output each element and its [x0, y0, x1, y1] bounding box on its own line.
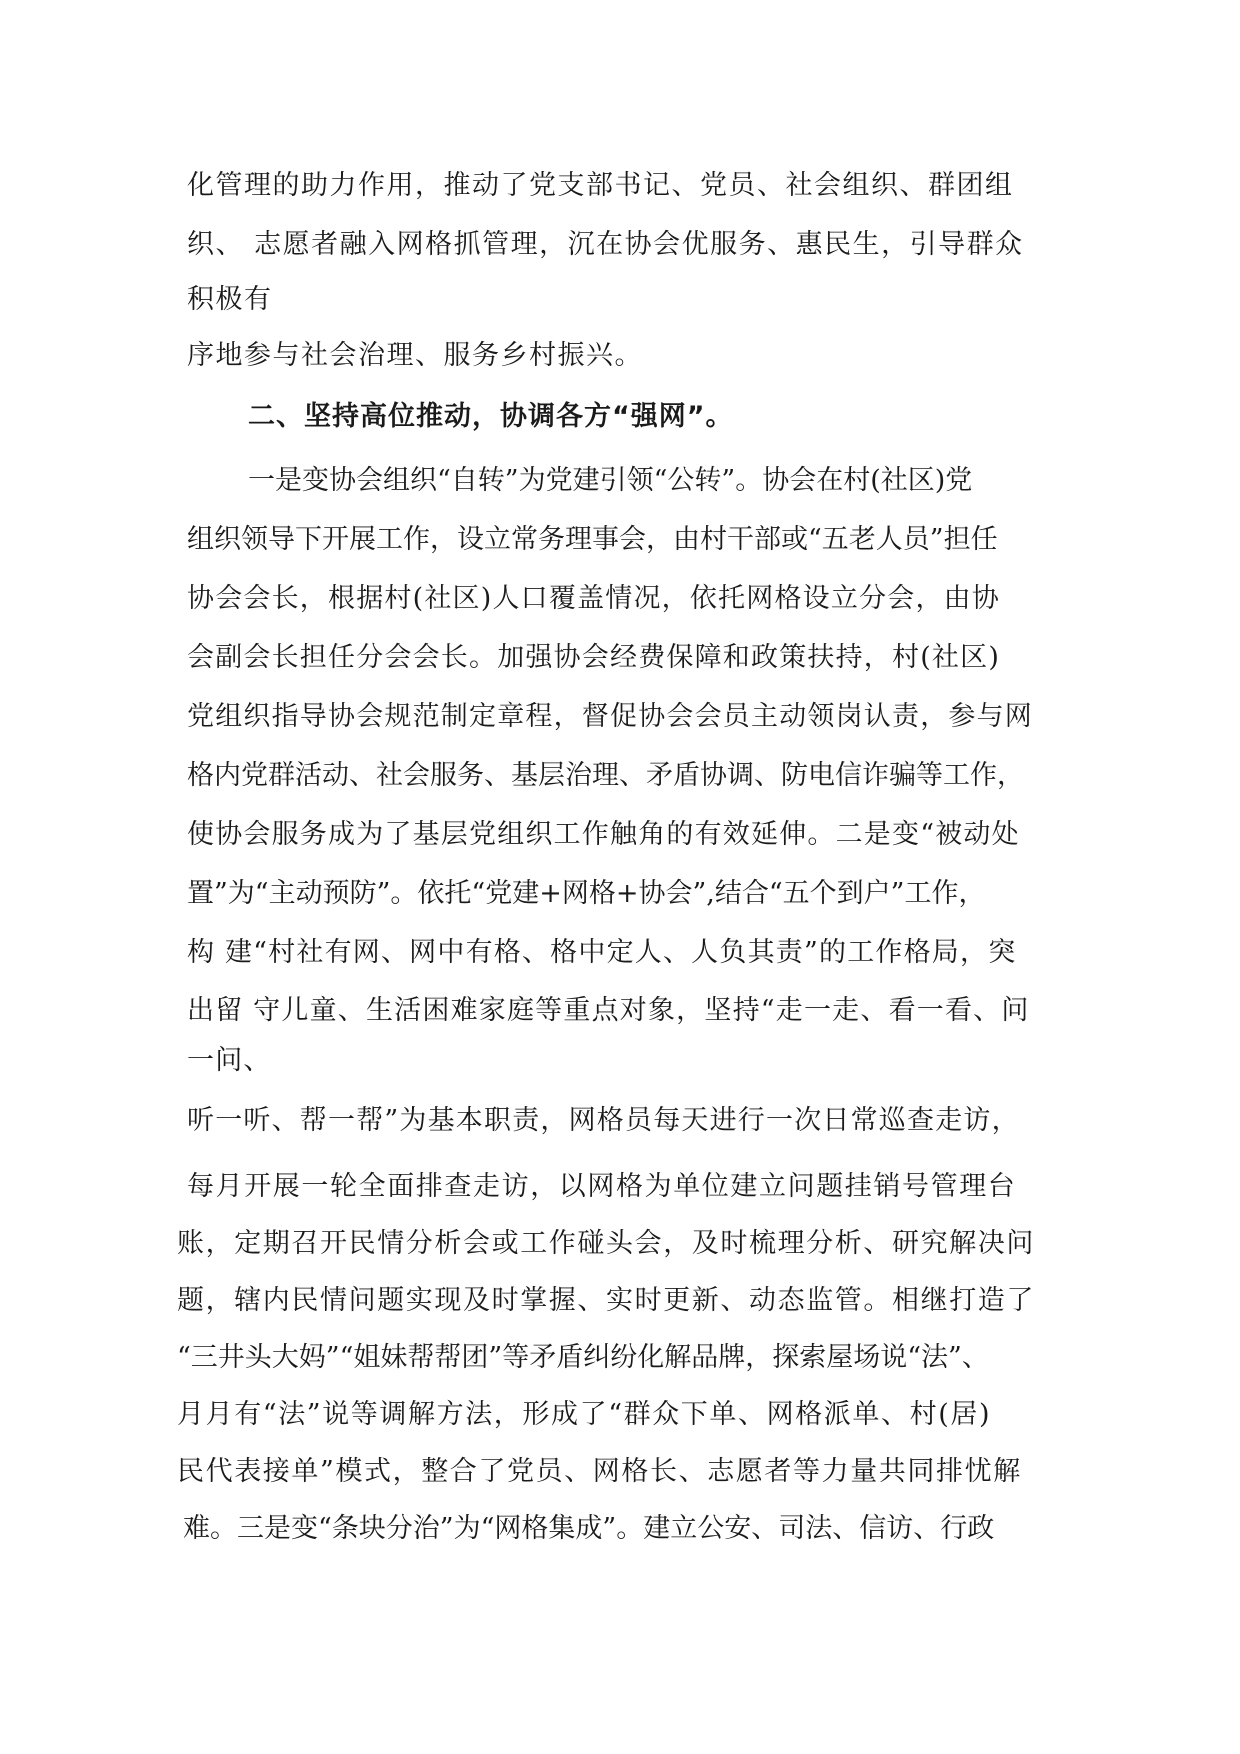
text-line: 组织领导下开展工作，设立常务理事会，由村干部或“五老人员”担任 [187, 524, 998, 555]
text-line: 格内党群活动、社会服务、基层治理、矛盾协调、防电信诈骗等工作， [187, 760, 1024, 791]
text-line: 序地参与社会治理、服务乡村振兴。 [187, 340, 643, 371]
text-line: 出留 守儿童、生活困难家庭等重点对象，坚持“走一走、看一看、问 [187, 995, 1030, 1026]
text-line: 织、 志愿者融入网格抓管理，沉在协会优服务、惠民生，引导群众 [187, 229, 1024, 260]
text-line: 月月有“法”说等调解方法，形成了“群众下单、网格派单、村(居) [177, 1399, 992, 1430]
text-line: 会副会长担任分会会长。加强协会经费保障和政策扶持，村(社区) [187, 642, 1001, 673]
text-line: 一问、 [187, 1045, 272, 1076]
text-line: 难。三是变“条块分治”为“网格集成”。建立公安、司法、信访、行政 [183, 1513, 995, 1544]
text-line: 每月开展一轮全面排查走访，以网格为单位建立问题挂销号管理台 [187, 1171, 1017, 1202]
text-line: 题，辖内民情问题实现及时掌握、实时更新、动态监管。相继打造了 [177, 1285, 1035, 1316]
text-line: 置”为“主动预防”。依托“党建+网格+协会”,结合“五个到户”工作， [187, 878, 986, 909]
section-heading: 二、坚持高位推动，协调各方“强网”。 [248, 401, 734, 432]
text-line: 构 建“村社有网、网中有格、格中定人、人负其责”的工作格局，突 [187, 937, 1017, 968]
text-line: 听一听、帮一帮”为基本职责，网格员每天进行一次日常巡查走访， [187, 1105, 1020, 1136]
text-line: “三井头大妈”“姐妹帮帮团”等矛盾纠纷化解品牌，探索屋场说“法”、 [177, 1342, 989, 1373]
text-line: 使协会服务成为了基层党组织工作触角的有效延伸。二是变“被动处 [187, 819, 1020, 850]
text-line: 积极有 [187, 284, 273, 315]
text-line: 账，定期召开民情分析会或工作碰头会，及时梳理分析、研究解决问 [177, 1228, 1035, 1259]
text-line: 协会会长，根据村(社区)人口覆盖情况，依托网格设立分会，由协 [187, 583, 1001, 614]
text-line: 党组织指导协会规范制定章程，督促协会会员主动领岗认责，参与网 [187, 701, 1033, 732]
text-line: 一是变协会组织“自转”为党建引领“公转”。协会在村(社区)党 [248, 465, 973, 496]
text-line: 化管理的助力作用，推动了党支部书记、党员、社会组织、群团组 [187, 170, 1014, 201]
text-line: 民代表接单”模式，整合了党员、网格长、志愿者等力量共同排忧解 [177, 1456, 1022, 1487]
